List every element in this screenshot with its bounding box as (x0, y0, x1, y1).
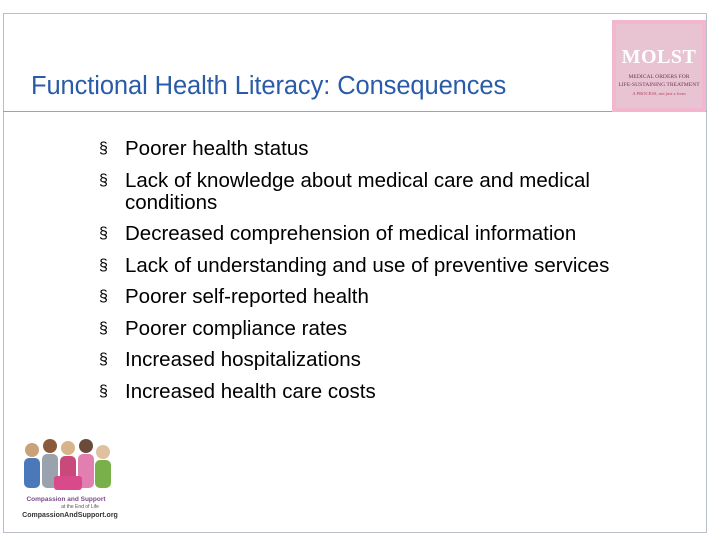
molst-logo-tagline: A PROCESS, not just a form (632, 91, 686, 96)
bullet-text: Poorer self-reported health (125, 285, 369, 308)
compassion-logo-url: CompassionAndSupport.org (22, 512, 118, 519)
bullet-marker-icon: § (99, 171, 108, 189)
bullet-item (99, 381, 619, 403)
bullet-item (99, 138, 619, 160)
bullet-text: Decreased comprehension of medical information (125, 222, 577, 245)
bullet-marker-icon: § (99, 288, 108, 305)
bullet-item (99, 349, 619, 371)
bullet-item (99, 286, 619, 308)
bullet-text: Lack of understanding and use of preventive services (125, 253, 610, 277)
bullet-marker-icon: § (99, 351, 108, 368)
molst-logo-mark: MOLST (621, 46, 697, 68)
bullet-text: Increased health care costs (125, 379, 376, 403)
bullet-text: Increased hospitalizations (125, 348, 361, 371)
bullet-item (99, 318, 619, 340)
bullet-item (99, 170, 619, 214)
bullet-item (99, 223, 619, 245)
bullet-text: Poorer health status (125, 137, 309, 160)
people-group-icon (18, 436, 114, 496)
bullet-marker-icon: § (99, 140, 108, 157)
molst-logo-panel (616, 24, 702, 108)
bullet-item (99, 255, 619, 277)
bullet-text: Poorer compliance rates (125, 316, 348, 340)
molst-logo-line-2: LIFE-SUSTAINING TREATMENT (618, 82, 700, 88)
molst-logo (612, 20, 706, 112)
bullet-text: Lack of knowledge about medical care and medical conditions (125, 168, 590, 214)
bullet-marker-icon: § (99, 225, 108, 242)
bullet-marker-icon: § (99, 256, 108, 274)
compassion-logo-subtitle: at the End of Life (61, 504, 99, 510)
molst-logo-line-1: MEDICAL ORDERS FOR (628, 74, 690, 80)
bullet-list (99, 138, 619, 412)
slide-title: Functional Health Literacy: Consequences (31, 72, 507, 100)
bullet-marker-icon: § (99, 319, 108, 337)
title-divider (3, 111, 707, 112)
compassion-support-logo (10, 434, 128, 530)
compassion-logo-title: Compassion and Support (26, 496, 106, 503)
bullet-marker-icon: § (99, 382, 108, 400)
